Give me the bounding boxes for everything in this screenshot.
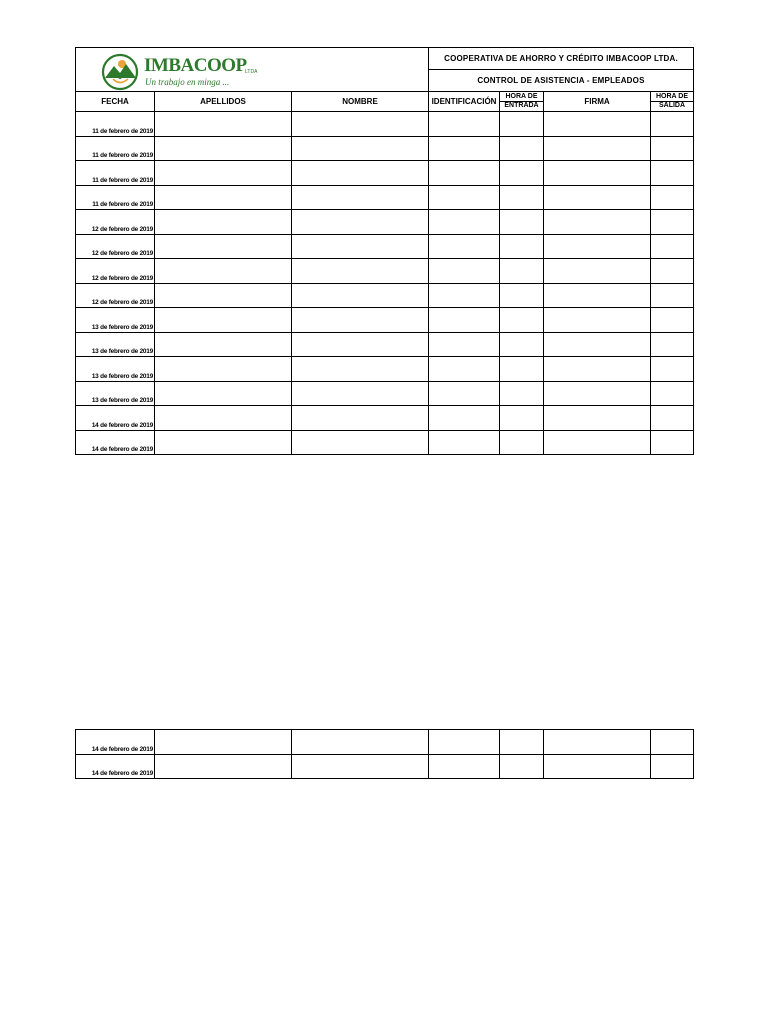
identificacion-cell[interactable] bbox=[429, 430, 500, 455]
date-cell: 12 de febrero de 2019 bbox=[76, 234, 155, 259]
firma-cell[interactable] bbox=[544, 308, 651, 333]
hora-salida-cell[interactable] bbox=[651, 234, 694, 259]
nombre-cell[interactable] bbox=[292, 161, 429, 186]
document-title: COOPERATIVA DE AHORRO Y CRÉDITO IMBACOOP LTDA. bbox=[429, 48, 694, 70]
identificacion-cell[interactable] bbox=[429, 234, 500, 259]
date-cell: 11 de febrero de 2019 bbox=[76, 161, 155, 186]
hora-entrada-cell[interactable] bbox=[500, 381, 544, 406]
logo-cell bbox=[76, 48, 429, 92]
identificacion-cell[interactable] bbox=[429, 210, 500, 235]
firma-cell[interactable] bbox=[544, 754, 651, 779]
apellidos-cell[interactable] bbox=[155, 136, 292, 161]
table-row bbox=[76, 730, 694, 755]
logo-suffix: LTDA bbox=[245, 69, 258, 75]
col-header-nombre: NOMBRE bbox=[292, 92, 429, 112]
firma-cell[interactable] bbox=[544, 381, 651, 406]
hora-entrada-cell[interactable] bbox=[500, 210, 544, 235]
date-cell: 13 de febrero de 2019 bbox=[76, 381, 155, 406]
imbacoop-logo bbox=[100, 52, 270, 92]
attendance-rows bbox=[76, 112, 694, 455]
hora-entrada-cell[interactable] bbox=[500, 283, 544, 308]
apellidos-cell[interactable] bbox=[155, 430, 292, 455]
table-row bbox=[76, 112, 694, 137]
date-cell: 13 de febrero de 2019 bbox=[76, 308, 155, 333]
firma-cell[interactable] bbox=[544, 259, 651, 284]
hora-salida-cell[interactable] bbox=[651, 112, 694, 137]
date-cell: 11 de febrero de 2019 bbox=[76, 112, 155, 137]
attendance-table-continued bbox=[75, 729, 694, 779]
hora-entrada-cell[interactable] bbox=[500, 185, 544, 210]
identificacion-cell[interactable] bbox=[429, 332, 500, 357]
date-cell: 13 de febrero de 2019 bbox=[76, 357, 155, 382]
identificacion-cell[interactable] bbox=[429, 259, 500, 284]
apellidos-cell[interactable] bbox=[155, 406, 292, 431]
hora-salida-cell[interactable] bbox=[651, 730, 694, 755]
table-row bbox=[76, 283, 694, 308]
table-row bbox=[76, 430, 694, 455]
col-header-fecha: FECHA bbox=[76, 92, 155, 112]
identificacion-cell[interactable] bbox=[429, 283, 500, 308]
date-cell: 11 de febrero de 2019 bbox=[76, 185, 155, 210]
hora-salida-cell[interactable] bbox=[651, 161, 694, 186]
logo-name: IMBACOOP bbox=[144, 55, 247, 76]
nombre-cell[interactable] bbox=[292, 308, 429, 333]
hora-entrada-cell[interactable] bbox=[500, 308, 544, 333]
apellidos-cell[interactable] bbox=[155, 730, 292, 755]
nombre-cell[interactable] bbox=[292, 283, 429, 308]
nombre-cell[interactable] bbox=[292, 332, 429, 357]
firma-cell[interactable] bbox=[544, 357, 651, 382]
firma-cell[interactable] bbox=[544, 185, 651, 210]
document-subtitle: CONTROL DE ASISTENCIA - EMPLEADOS bbox=[429, 70, 694, 92]
table-row bbox=[76, 381, 694, 406]
nombre-cell[interactable] bbox=[292, 754, 429, 779]
table-row bbox=[76, 754, 694, 779]
hora-entrada-cell[interactable] bbox=[500, 161, 544, 186]
apellidos-cell[interactable] bbox=[155, 259, 292, 284]
hora-entrada-cell[interactable] bbox=[500, 234, 544, 259]
identificacion-cell[interactable] bbox=[429, 112, 500, 137]
attendance-table bbox=[75, 47, 694, 455]
hora-salida-cell[interactable] bbox=[651, 308, 694, 333]
table-row bbox=[76, 234, 694, 259]
nombre-cell[interactable] bbox=[292, 430, 429, 455]
identificacion-cell[interactable] bbox=[429, 161, 500, 186]
table-row bbox=[76, 357, 694, 382]
col-header-firma: FIRMA bbox=[544, 92, 651, 112]
attendance-rows-continued bbox=[76, 730, 694, 779]
apellidos-cell[interactable] bbox=[155, 308, 292, 333]
date-cell: 11 de febrero de 2019 bbox=[76, 136, 155, 161]
nombre-cell[interactable] bbox=[292, 234, 429, 259]
firma-cell[interactable] bbox=[544, 210, 651, 235]
apellidos-cell[interactable] bbox=[155, 332, 292, 357]
firma-cell[interactable] bbox=[544, 406, 651, 431]
apellidos-cell[interactable] bbox=[155, 234, 292, 259]
hora-entrada-cell[interactable] bbox=[500, 259, 544, 284]
apellidos-cell[interactable] bbox=[155, 357, 292, 382]
hora-salida-cell[interactable] bbox=[651, 210, 694, 235]
hora-salida-cell[interactable] bbox=[651, 754, 694, 779]
nombre-cell[interactable] bbox=[292, 259, 429, 284]
apellidos-cell[interactable] bbox=[155, 161, 292, 186]
hora-entrada-cell[interactable] bbox=[500, 136, 544, 161]
date-cell: 12 de febrero de 2019 bbox=[76, 210, 155, 235]
apellidos-cell[interactable] bbox=[155, 754, 292, 779]
identificacion-cell[interactable] bbox=[429, 381, 500, 406]
date-cell: 14 de febrero de 2019 bbox=[76, 730, 155, 755]
hora-salida-cell[interactable] bbox=[651, 283, 694, 308]
table-row bbox=[76, 185, 694, 210]
col-header-hora-entrada-line2: ENTRADA bbox=[500, 101, 543, 110]
date-cell: 14 de febrero de 2019 bbox=[76, 406, 155, 431]
hora-entrada-cell[interactable] bbox=[500, 730, 544, 755]
nombre-cell[interactable] bbox=[292, 357, 429, 382]
table-row bbox=[76, 161, 694, 186]
hora-salida-cell[interactable] bbox=[651, 332, 694, 357]
date-cell: 12 de febrero de 2019 bbox=[76, 259, 155, 284]
hora-salida-cell[interactable] bbox=[651, 259, 694, 284]
identificacion-cell[interactable] bbox=[429, 357, 500, 382]
table-row bbox=[76, 406, 694, 431]
hora-entrada-cell[interactable] bbox=[500, 430, 544, 455]
apellidos-cell[interactable] bbox=[155, 185, 292, 210]
apellidos-cell[interactable] bbox=[155, 210, 292, 235]
col-header-hora-entrada-line1: HORA DE bbox=[505, 93, 538, 100]
nombre-cell[interactable] bbox=[292, 381, 429, 406]
identificacion-cell[interactable] bbox=[429, 754, 500, 779]
date-cell: 13 de febrero de 2019 bbox=[76, 332, 155, 357]
col-header-hora-salida-line1: HORA DE bbox=[656, 93, 689, 100]
hora-salida-cell[interactable] bbox=[651, 185, 694, 210]
nombre-cell[interactable] bbox=[292, 136, 429, 161]
firma-cell[interactable] bbox=[544, 332, 651, 357]
hora-entrada-cell[interactable] bbox=[500, 357, 544, 382]
date-cell: 12 de febrero de 2019 bbox=[76, 283, 155, 308]
apellidos-cell[interactable] bbox=[155, 283, 292, 308]
identificacion-cell[interactable] bbox=[429, 308, 500, 333]
firma-cell[interactable] bbox=[544, 161, 651, 186]
firma-cell[interactable] bbox=[544, 136, 651, 161]
nombre-cell[interactable] bbox=[292, 185, 429, 210]
firma-cell[interactable] bbox=[544, 283, 651, 308]
apellidos-cell[interactable] bbox=[155, 381, 292, 406]
mountain-sun-icon bbox=[100, 52, 142, 92]
nombre-cell[interactable] bbox=[292, 112, 429, 137]
table-row bbox=[76, 210, 694, 235]
hora-entrada-cell[interactable] bbox=[500, 332, 544, 357]
firma-cell[interactable] bbox=[544, 112, 651, 137]
col-header-hora-entrada bbox=[500, 92, 544, 112]
hora-entrada-cell[interactable] bbox=[500, 406, 544, 431]
hora-salida-cell[interactable] bbox=[651, 381, 694, 406]
hora-salida-cell[interactable] bbox=[651, 357, 694, 382]
date-cell: 14 de febrero de 2019 bbox=[76, 430, 155, 455]
hora-entrada-cell[interactable] bbox=[500, 112, 544, 137]
date-cell: 14 de febrero de 2019 bbox=[76, 754, 155, 779]
col-header-identificacion: IDENTIFICACIÓN bbox=[429, 92, 500, 112]
identificacion-cell[interactable] bbox=[429, 185, 500, 210]
table-row bbox=[76, 259, 694, 284]
identificacion-cell[interactable] bbox=[429, 136, 500, 161]
logo-slogan: Un trabajo en minga ... bbox=[145, 77, 230, 87]
col-header-hora-salida bbox=[651, 92, 694, 112]
firma-cell[interactable] bbox=[544, 730, 651, 755]
table-row bbox=[76, 308, 694, 333]
table-row bbox=[76, 136, 694, 161]
hora-salida-cell[interactable] bbox=[651, 430, 694, 455]
col-header-hora-salida-line2: SALIDA bbox=[651, 101, 693, 110]
apellidos-cell[interactable] bbox=[155, 112, 292, 137]
firma-cell[interactable] bbox=[544, 234, 651, 259]
hora-entrada-cell[interactable] bbox=[500, 754, 544, 779]
hora-salida-cell[interactable] bbox=[651, 136, 694, 161]
firma-cell[interactable] bbox=[544, 430, 651, 455]
nombre-cell[interactable] bbox=[292, 406, 429, 431]
col-header-apellidos: APELLIDOS bbox=[155, 92, 292, 112]
identificacion-cell[interactable] bbox=[429, 406, 500, 431]
table-row bbox=[76, 332, 694, 357]
nombre-cell[interactable] bbox=[292, 730, 429, 755]
nombre-cell[interactable] bbox=[292, 210, 429, 235]
hora-salida-cell[interactable] bbox=[651, 406, 694, 431]
identificacion-cell[interactable] bbox=[429, 730, 500, 755]
